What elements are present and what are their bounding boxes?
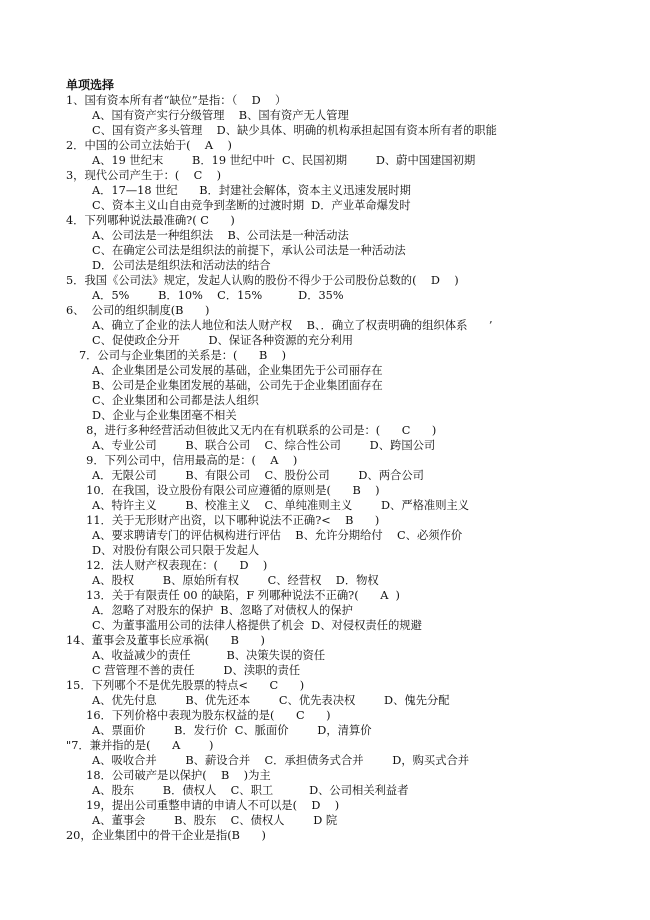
answer-options: A、董事会 B、股东 C、债权人 D 院 <box>92 814 338 827</box>
answer-options: C、促使政企分开 D、保证各种资源的充分利用 <box>92 334 354 347</box>
answer-options: A、票面价 B．发行价 C、脈面价 D，清算价 <box>92 724 372 737</box>
question-text: 20，企业集团中的骨干企业是指(B ) <box>66 829 266 842</box>
answer-options: A、国有资产实行分级管理 B、国有资产无人管理 <box>92 109 349 122</box>
answer-options: C、企业集团和公司都是法人组织 <box>92 394 259 407</box>
question-text: 16．下列价格中表现为股东权益的是( C ) <box>79 709 331 722</box>
answer-options: A、特许主义 B、校准主义 C、单纯准则主义 D、严格准则主义 <box>92 499 470 512</box>
question-text: 12．法人财产权表现在：( D ) <box>79 559 268 572</box>
answer-options: A、收益减少的责任 B、决策失误的资任 <box>92 649 326 662</box>
answer-options: A．5% B．10% C．15% D．35% <box>92 289 344 302</box>
question-text: 8，进行多种经营活动但彼此又无内在有机联系的公司是：( C ) <box>79 424 437 437</box>
question-text: 15．下列哪个不是优先股票的特点< C ) <box>66 679 305 692</box>
answer-options: D、企业与企业集团毫不相关 <box>92 409 237 422</box>
answer-options: C、为董事滥用公司的法律人格提供了机会 D、对侵权责任的规避 <box>92 619 422 632</box>
answer-options: A、优先付息 B、优先还本 C、优先表决权 D、傀先分配 <box>92 694 450 707</box>
question-text: 13．关于有限责任 00 的缺陷，F 列哪种说法不正确?( A ) <box>79 589 400 602</box>
question-text: 10．在我国，设立股份有限公司应遵循的原则是( B ) <box>79 484 380 497</box>
answer-options: A、公司法是一种组织法 B、公司法是一种活动法 <box>92 229 349 242</box>
answer-options: A．忽略了对股东的保护 B、忽略了对债权人的保护 <box>92 604 353 617</box>
question-text: 14、董事会及董事长应承祸( B ) <box>66 634 265 647</box>
answer-options: A、确立了企业的法人地位和法人财产权 B、．确立了权责明确的组织体系 ’ <box>92 319 493 332</box>
question-text: 1、国有资本所有者“缺位”是指：（ D ） <box>66 94 287 107</box>
answer-options: C 营管理不善的责任 D、渎职的责任 <box>92 664 301 677</box>
question-text: 4．下列哪种说法最准确?( C ) <box>66 214 235 227</box>
question-list <box>0 93 650 843</box>
answer-options: A．17—18 世纪 B．封建社会解体，资本主义迅速发展时期 <box>92 184 411 197</box>
answer-options: C、国有资产多头管理 D、缺少具体、明确的机构承担起国有资本所有者的职能 <box>92 124 497 137</box>
question-text: 2．中国的公司立法始于( A ) <box>66 139 232 152</box>
question-text: 6、 公司的组织制度(B ) <box>66 304 210 317</box>
answer-options: A、股权 B、原始所有权 C、经营权 D．物权 <box>92 574 379 587</box>
answer-options: A、企业集团是公司发展的基础，企业集团先于公司丽存在 <box>92 364 383 377</box>
answer-options: A、吸收合并 B、薪设合并 C．承担债务式合并 D，购买式合并 <box>92 754 470 767</box>
question-text: 5．我国《公司法》规定，发起人认购的股份不得少于公司股份总数的( D ) <box>66 274 459 287</box>
question-text: 11．关于无形财产出资，以下哪种说法不正确?< B ) <box>79 514 380 527</box>
question-text: 9．下列公司中，信用最高的是：( A ) <box>79 454 298 467</box>
answer-options: A、要求聘请专门的评估枫构进行评估 B、允许分期给付 C、必须作价 <box>92 529 463 542</box>
question-text: 19，提出公司重整申请的申请人不可以是( D ) <box>79 799 340 812</box>
answer-options: A．无限公司 B、有限公司 C、股份公司 D、两合公司 <box>92 469 424 482</box>
question-text: 18．公司破产是以保护( B )为主 <box>79 769 271 782</box>
answer-options: D．公司法是组织法和活动法的结合 <box>92 259 271 272</box>
answer-options: C、在确定公司法是组织法的前提下，承认公司法是一种活动法 <box>92 244 406 257</box>
answer-options: A、股东 B．债权人 C、职工 D、公司相关利益者 <box>92 784 409 797</box>
question-text: 3，现代公司产生于：( C ) <box>66 169 222 182</box>
answer-options: D、对股份有限公司只限于发起人 <box>92 544 260 557</box>
answer-options: A、19 世纪末 B．19 世纪中叶 C、民国初期 D、蔚中国建国初期 <box>92 154 476 167</box>
answer-options: C、资本主义山自由竞争到垄断的过渡时期 D．产业革命爆发时 <box>92 199 411 212</box>
answer-options: A、专业公司 B、联合公司 C、综合性公司 D、跨国公司 <box>92 439 436 452</box>
question-text: 7．公司与企业集团的关系是：( B ) <box>79 349 287 362</box>
question-text: "7．兼并指的是( A ) <box>66 739 214 752</box>
section-heading: 单项选择 <box>66 78 115 92</box>
answer-options: B、公司是企业集团发展的基础，公司先于企业集团面存在 <box>92 379 383 392</box>
